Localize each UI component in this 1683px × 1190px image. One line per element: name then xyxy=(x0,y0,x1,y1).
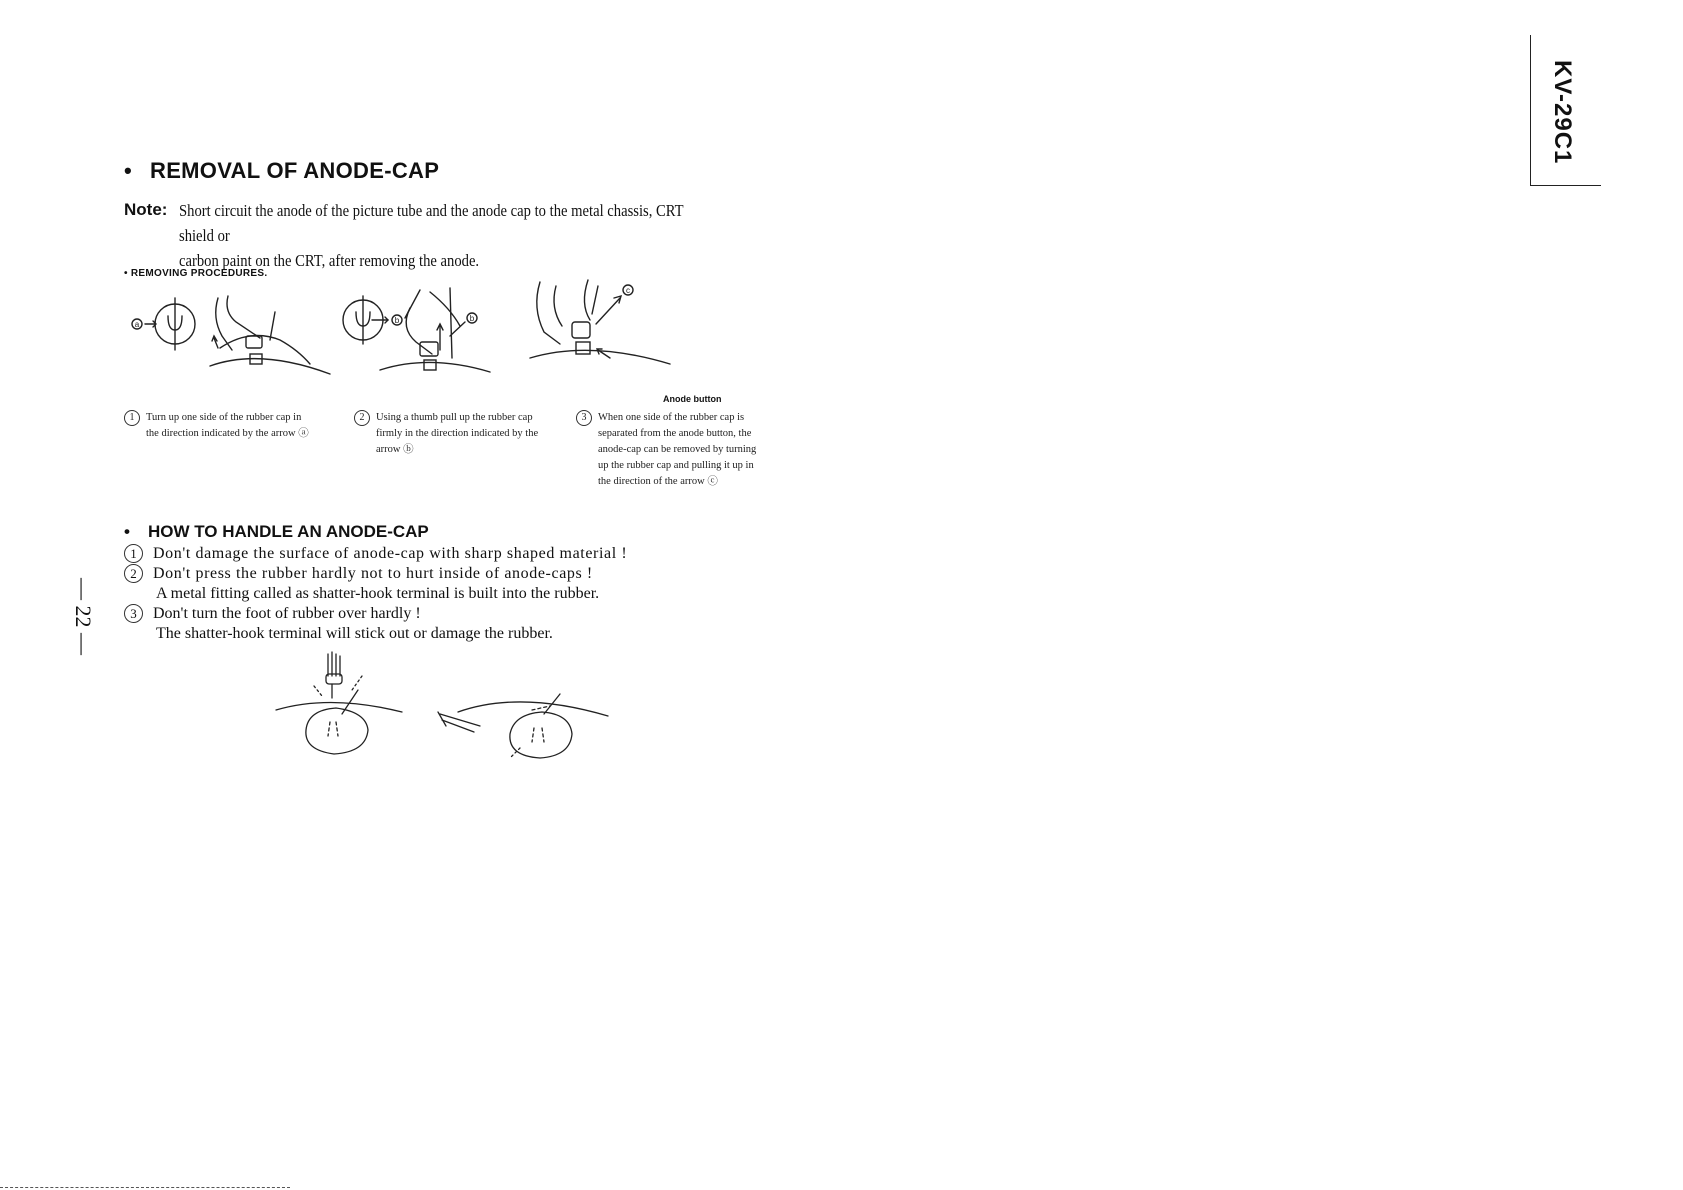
section-title-handle xyxy=(124,522,429,542)
page-number: — 22 — xyxy=(71,578,96,655)
handle-item-1 xyxy=(124,544,627,564)
handling-figure-turn xyxy=(438,694,608,758)
item-3-text: Don't turn the foot of rubber over hardly ! xyxy=(153,605,421,622)
step-1 xyxy=(124,410,344,442)
step-2-number: 2 xyxy=(354,410,370,426)
item-2-text: Don't press the rubber hardly not to hurt inside of anode-caps ! xyxy=(153,565,593,582)
step-1-line-1: Turn up one side of the rubber cap in xyxy=(146,412,302,423)
step-3-line-3: anode-cap can be removed by turning xyxy=(598,444,757,455)
section-title-removal xyxy=(124,158,439,184)
step-3 xyxy=(576,410,786,490)
anode-button-label: Anode button xyxy=(663,394,722,404)
step-3-line-4: up the rubber cap and pulling it up in xyxy=(598,460,754,471)
item-3-subtext: The shatter-hook terminal will stick out or damage the rubber. xyxy=(156,625,553,642)
step-2-line-2: firmly in the direction indicated by the xyxy=(376,428,539,439)
bullet: • xyxy=(124,158,133,183)
note-label: Note: xyxy=(124,200,168,219)
step-1-number: 1 xyxy=(124,410,140,426)
item-3-number: 3 xyxy=(124,604,143,623)
label-b-2: b xyxy=(469,314,475,323)
figure-3-remove-cap xyxy=(530,280,670,364)
handle-title: HOW TO HANDLE AN ANODE-CAP xyxy=(147,522,429,541)
handling-figures xyxy=(270,650,630,760)
item-1-text: Don't damage the surface of anode-cap with sharp shaped material ! xyxy=(153,545,628,562)
note-text xyxy=(179,198,712,273)
handle-item-3 xyxy=(124,604,421,624)
label-c: c xyxy=(626,286,630,295)
removal-procedure-figures xyxy=(120,278,820,408)
step-3-line-2: separated from the anode button, the xyxy=(598,428,752,439)
model-number: KV-29C1 xyxy=(1549,60,1576,165)
step-3-number: 3 xyxy=(576,410,592,426)
step-2 xyxy=(354,410,574,458)
bullet: • xyxy=(124,522,130,541)
note-line-2: carbon paint on the CRT, after removing the anode. xyxy=(179,251,480,270)
item-2-subtext: A metal fitting called as shatter-hook terminal is built into the rubber. xyxy=(156,585,600,602)
item-2-number: 2 xyxy=(124,564,143,583)
item-1-number: 1 xyxy=(124,544,143,563)
label-b: b xyxy=(394,316,400,325)
step-2-line-1: Using a thumb pull up the rubber cap xyxy=(376,412,533,423)
label-a: a xyxy=(134,320,140,329)
step-2-line-3: arrow ⓑ xyxy=(376,444,414,455)
step-1-line-2: the direction indicated by the arrow ⓐ xyxy=(146,428,309,439)
removal-title: REMOVAL OF ANODE-CAP xyxy=(150,158,440,183)
note-line-1: Short circuit the anode of the picture tube and the anode cap to the metal chassis, CRT shield or xyxy=(179,201,684,245)
step-3-line-5: the direction of the arrow ⓒ xyxy=(598,476,718,487)
procedures-label: • REMOVING PROCEDURES. xyxy=(124,268,268,279)
figure-2-pull-cap xyxy=(343,288,490,372)
handling-figure-press xyxy=(276,652,402,754)
footer-rule xyxy=(0,1187,290,1188)
step-3-line-1: When one side of the rubber cap is xyxy=(598,412,745,423)
handle-item-2 xyxy=(124,564,593,584)
figure-1-turn-cap xyxy=(132,296,330,374)
